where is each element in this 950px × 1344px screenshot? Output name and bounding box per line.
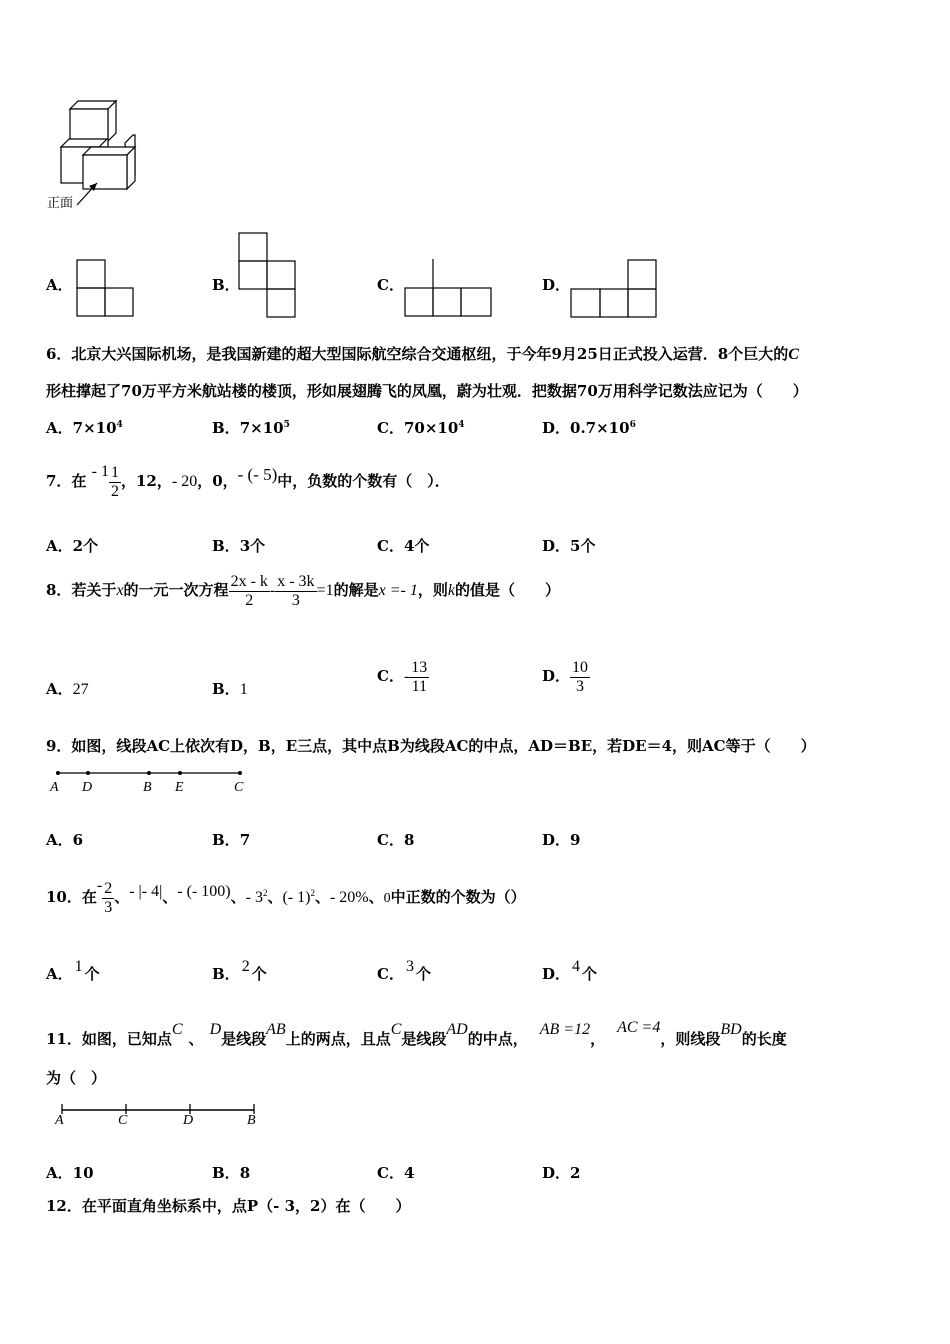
q7-option-b[interactable]: [212, 535, 265, 556]
q8-mid2: 的解是: [333, 581, 379, 599]
option-b-shape: [239, 233, 299, 323]
q10-frac: [102, 880, 114, 917]
q11-stem: [46, 1008, 787, 1059]
q9-option-d[interactable]: [542, 829, 580, 850]
q9-d-text: 9: [570, 831, 581, 849]
q8-b-text: 1: [239, 681, 248, 698]
q8-frac1: [229, 573, 270, 610]
q7-suffix: 中，负数的个数有（ ）．: [277, 472, 450, 490]
q10-a-unit: 个: [84, 965, 100, 983]
q8-frac2: [275, 573, 316, 610]
q10-stem: [46, 864, 526, 921]
q8-b-letter: B．: [212, 680, 240, 698]
q8-f2-den: 3: [291, 591, 300, 609]
q11-b-letter: B．: [212, 1164, 240, 1182]
q6-var-c: C: [788, 346, 799, 363]
q11-p5: 的中点，: [467, 1030, 528, 1048]
q7-mid2: ，0，: [197, 472, 238, 490]
q6-a-exp: 4: [116, 420, 123, 430]
q10-option-d[interactable]: [542, 958, 597, 984]
q8-option-b[interactable]: [212, 678, 248, 699]
q11-eq1: AB =12: [539, 1021, 591, 1038]
q10-e3: - (- 100): [177, 883, 231, 900]
q10-c-unit: 个: [415, 965, 431, 983]
q11-p4: 是线段: [401, 1030, 447, 1048]
option-b-label: B．: [212, 276, 240, 294]
q6-c-letter: C．: [377, 419, 404, 437]
q9-option-b[interactable]: [212, 829, 250, 850]
q10-d-letter: D．: [542, 965, 571, 983]
q6-d-exp: 6: [629, 420, 636, 430]
q9-c-letter: C．: [377, 831, 404, 849]
q11-c2: C: [390, 1021, 402, 1038]
q10-option-c[interactable]: [377, 958, 431, 984]
q8-option-a[interactable]: [46, 678, 89, 699]
q10-prefix: 10．在: [46, 888, 97, 906]
q11-d-letter: D．: [542, 1164, 571, 1182]
q10-d-num: 4: [572, 958, 581, 975]
option-c-shape: [405, 259, 495, 319]
q8-stem: [46, 568, 560, 613]
q6-b-base: 7×10: [239, 419, 284, 437]
q11-p6: ，则线段: [660, 1030, 721, 1048]
q10-a-letter: A．: [46, 965, 73, 983]
q6-a-base: 7×10: [72, 419, 117, 437]
q6-option-c[interactable]: [377, 417, 465, 438]
q8-c-den: 11: [411, 677, 427, 695]
q10-d-unit: 个: [582, 965, 598, 983]
q10-abs: - |- 4|: [129, 883, 163, 900]
q10-a-num: 1: [74, 958, 83, 975]
q7-option-c[interactable]: [377, 535, 429, 556]
q8-minus: -: [269, 582, 276, 599]
q11-option-d[interactable]: [542, 1162, 580, 1183]
q10-c-letter: C．: [377, 965, 404, 983]
q7-frac-num: 1: [111, 463, 119, 481]
q11-segment-figure: [58, 1100, 258, 1120]
q11-comma: ，: [590, 1030, 606, 1048]
q10-e4-exp: 2: [262, 888, 268, 898]
q9-option-c[interactable]: [377, 829, 414, 850]
q10-sep1: 、: [114, 888, 130, 906]
q9-b-text: 7: [239, 831, 251, 849]
q7-mid1: ，12，: [121, 472, 172, 490]
q10-suffix: 中正数的个数为（）: [390, 888, 526, 906]
q11-a-letter: A．: [46, 1164, 73, 1182]
q11-ab: AB: [266, 1021, 286, 1038]
q9-a-letter: A．: [46, 831, 73, 849]
front-view-label: 正面: [47, 196, 74, 211]
q10-e7: 0: [383, 891, 391, 906]
q10-e5-exp: 2: [310, 888, 315, 898]
q6-d-base: 0.7×10: [570, 419, 630, 437]
q8-suffix: 的值是（ ）: [454, 581, 560, 599]
q11-option-a[interactable]: [46, 1162, 94, 1183]
q7-option-d[interactable]: [542, 535, 595, 556]
q8-c-letter: C．: [377, 667, 404, 685]
q10-b-num: 2: [241, 958, 250, 975]
q11-d: D: [209, 1021, 222, 1038]
q7-mixed-whole: - 1: [91, 463, 109, 480]
q11-c-text: 4: [403, 1164, 415, 1182]
q11-c-letter: C．: [377, 1164, 404, 1182]
q7-stem: [46, 450, 450, 504]
q11-point-d: D: [183, 1113, 194, 1128]
option-d-shape: [571, 260, 661, 320]
q11-p3: 上的两点，且点: [285, 1030, 391, 1048]
q11-point-c: C: [118, 1113, 128, 1128]
q11-eq2: AC =4: [617, 1019, 661, 1036]
q8-d-frac: [570, 659, 590, 696]
q10-b-letter: B．: [212, 965, 240, 983]
option-c-label: C．: [377, 276, 404, 294]
q7-a-text: 2个: [72, 537, 99, 555]
q6-d-letter: D．: [542, 419, 571, 437]
q10-b-unit: 个: [251, 965, 267, 983]
q8-f1-den: 2: [245, 591, 254, 609]
q8-d-letter: D．: [542, 667, 571, 685]
q10-sep2: 、: [162, 888, 178, 906]
q8-c-frac: [409, 659, 429, 696]
q9-point-b: B: [143, 780, 152, 795]
q6-c-exp: 4: [458, 420, 465, 430]
q11-point-b: B: [247, 1113, 256, 1128]
q8-var-k: k: [447, 582, 455, 599]
q11-b-text: 8: [239, 1164, 251, 1182]
q8-sol: x =- 1: [378, 582, 418, 599]
q11-sep: 、: [188, 1030, 204, 1048]
q7-neg20: - 20: [171, 473, 198, 490]
q7-c-text: 4个: [403, 537, 430, 555]
q8-c-sign: -: [403, 668, 410, 685]
q9-b-letter: B．: [212, 831, 240, 849]
q10-sep3: 、: [230, 888, 246, 906]
q7-a-letter: A．: [46, 537, 73, 555]
q11-option-c[interactable]: [377, 1162, 414, 1183]
q8-mid3: ，则: [417, 581, 448, 599]
q8-f1-num: 2x - k: [230, 572, 268, 590]
q8-c-num: 13: [411, 658, 428, 676]
q7-option-a[interactable]: [46, 535, 98, 556]
q11-a-text: 10: [72, 1164, 94, 1182]
q9-point-e: E: [175, 780, 184, 795]
q11-d-text: 2: [570, 1164, 581, 1182]
q11-p2: 是线段: [221, 1030, 267, 1048]
q11-p7: 的长度: [741, 1030, 787, 1048]
q8-prefix: 8．若关于: [46, 581, 117, 599]
q7-d-letter: D．: [542, 537, 571, 555]
q7-mixed-frac: [109, 464, 121, 501]
q11-option-b[interactable]: [212, 1162, 250, 1183]
q6-b-letter: B．: [212, 419, 240, 437]
option-a-label: A．: [46, 276, 73, 294]
q11-bd: BD: [720, 1021, 742, 1038]
q8-a-text: 27: [72, 681, 89, 698]
q10-e4: - 3: [245, 889, 263, 906]
q10-sep6: 、: [368, 888, 384, 906]
q10-sep4: 、: [267, 888, 283, 906]
q6-b-exp: 5: [283, 420, 290, 430]
q11-point-a: A: [55, 1113, 64, 1128]
q10-e5: (- 1): [282, 889, 311, 906]
q6-a-letter: A．: [46, 419, 73, 437]
q6-option-d[interactable]: [542, 417, 636, 438]
q6-line1: [46, 344, 799, 365]
q9-point-c: C: [234, 780, 244, 795]
q11-line2: 为（ ）: [46, 1069, 107, 1087]
q10-e6: - 20%: [329, 889, 369, 906]
q9-stem: 9．如图，线段AC上依次有D，B，E三点，其中点B为线段AC的中点，AD＝BE，若DE＝4，则AC等于（ ）: [46, 737, 816, 755]
q7-b-letter: B．: [212, 537, 240, 555]
q11-ad: AD: [446, 1021, 468, 1038]
q8-d-num: 10: [572, 658, 589, 676]
q6-option-b[interactable]: [212, 417, 290, 438]
q8-d-den: 3: [576, 677, 585, 695]
q10-neg: -: [96, 877, 103, 894]
q9-point-a: A: [50, 780, 59, 795]
q9-option-a[interactable]: [46, 829, 83, 850]
q7-b-text: 3个: [239, 537, 266, 555]
q9-c-text: 8: [403, 831, 415, 849]
q8-option-d[interactable]: [542, 654, 590, 698]
q12-stem: 12．在平面直角坐标系中，点P（- 3，2）在（ ）: [46, 1197, 411, 1215]
q8-var-x: x: [116, 582, 124, 599]
q8-a-letter: A．: [46, 680, 73, 698]
q7-frac-den: 2: [111, 482, 119, 500]
q10-option-a[interactable]: [46, 958, 100, 984]
q6-c-base: 70×10: [403, 419, 459, 437]
q10-f-num: 2: [104, 879, 113, 897]
option-a-shape: [77, 260, 137, 320]
q6-line2: 形柱撑起了70万平方米航站楼的楼顶，形如展翅腾飞的凤凰，蔚为壮观．把数据70万用科学记数法应记为（ ）: [46, 382, 808, 400]
q6-option-a[interactable]: [46, 417, 123, 438]
q8-f2-num: x - 3k: [277, 572, 315, 590]
q8-option-c[interactable]: [377, 654, 429, 699]
q10-option-b[interactable]: [212, 958, 267, 984]
q7-d-text: 5个: [570, 537, 596, 555]
q8-mid: 的一元一次方程: [123, 581, 229, 599]
q10-c-num: 3: [405, 958, 414, 975]
q11-p1: 11．如图，已知点: [46, 1030, 172, 1048]
q9-d-letter: D．: [542, 831, 571, 849]
q6-line1-text: 6．北京大兴国际机场，是我国新建的超大型国际航空综合交通枢纽，于今年9月25日正式投入运营．8个巨大的: [46, 345, 789, 363]
q10-f-den: 3: [104, 898, 113, 916]
option-d-label: D．: [542, 276, 571, 294]
q7-c-letter: C．: [377, 537, 404, 555]
q11-c: C: [171, 1021, 183, 1038]
q7-expr: - (- 5): [237, 465, 278, 484]
q10-sep5: 、: [314, 888, 330, 906]
q9-a-text: 6: [72, 831, 84, 849]
q9-point-d: D: [82, 780, 93, 795]
q7-prefix: 7．在: [46, 472, 87, 490]
q8-eq: =1: [316, 582, 334, 599]
